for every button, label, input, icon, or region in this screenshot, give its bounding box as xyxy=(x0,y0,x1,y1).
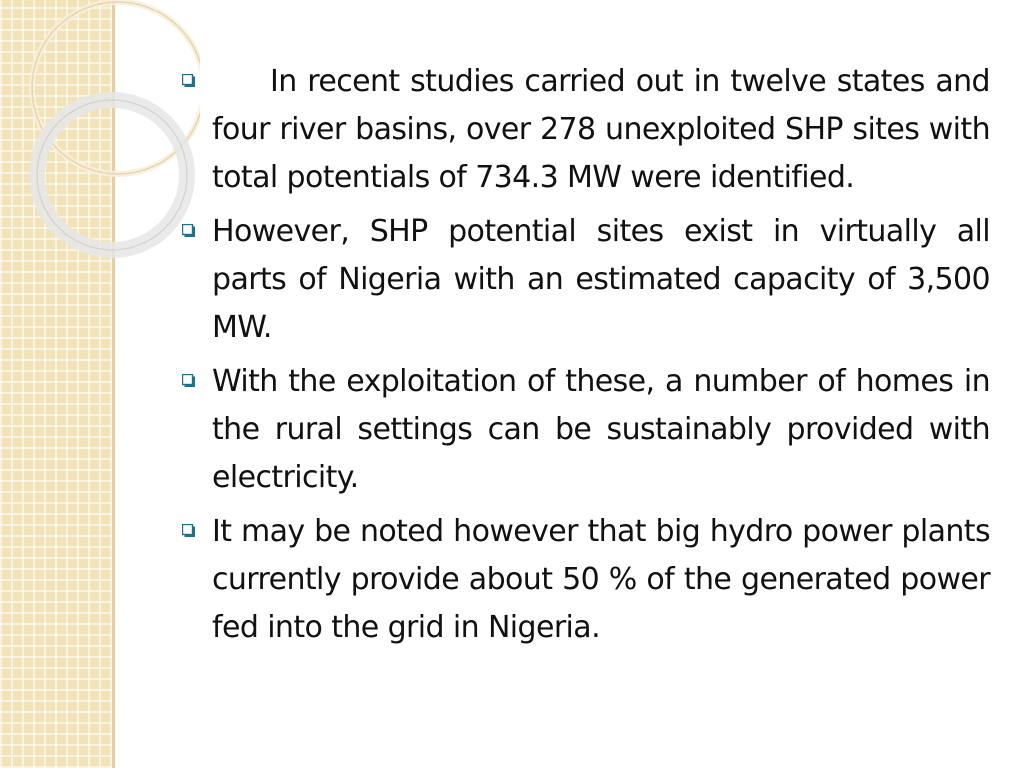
square-bullet-icon xyxy=(182,374,195,387)
square-bullet-icon xyxy=(182,524,195,537)
list-item xyxy=(180,208,990,352)
decorative-rings xyxy=(0,0,200,280)
square-bullet-icon xyxy=(182,224,195,237)
bullet-text-3: With the exploitation of these, a number of homes in the rural settings can be sustainably provided with electricity. xyxy=(212,364,990,495)
list-item xyxy=(180,508,990,652)
list-item xyxy=(180,358,990,502)
bullet-text-4: It may be noted however that big hydro power plants currently provide about 50 % of the generated power fed into the grid in Nigeria. xyxy=(212,514,990,645)
bullet-text-1: In recent studies carried out in twelve states and four river basins, over 278 unexploited SHP sites with total potentials of 734.3 MW were identified. xyxy=(212,64,990,195)
bullet-text-2: However, SHP potential sites exist in virtually all parts of Nigeria with an estimated capacity of 3,500 MW. xyxy=(212,214,990,345)
square-bullet-icon xyxy=(182,74,195,87)
list-item xyxy=(180,58,990,202)
bullet-list xyxy=(180,58,990,658)
